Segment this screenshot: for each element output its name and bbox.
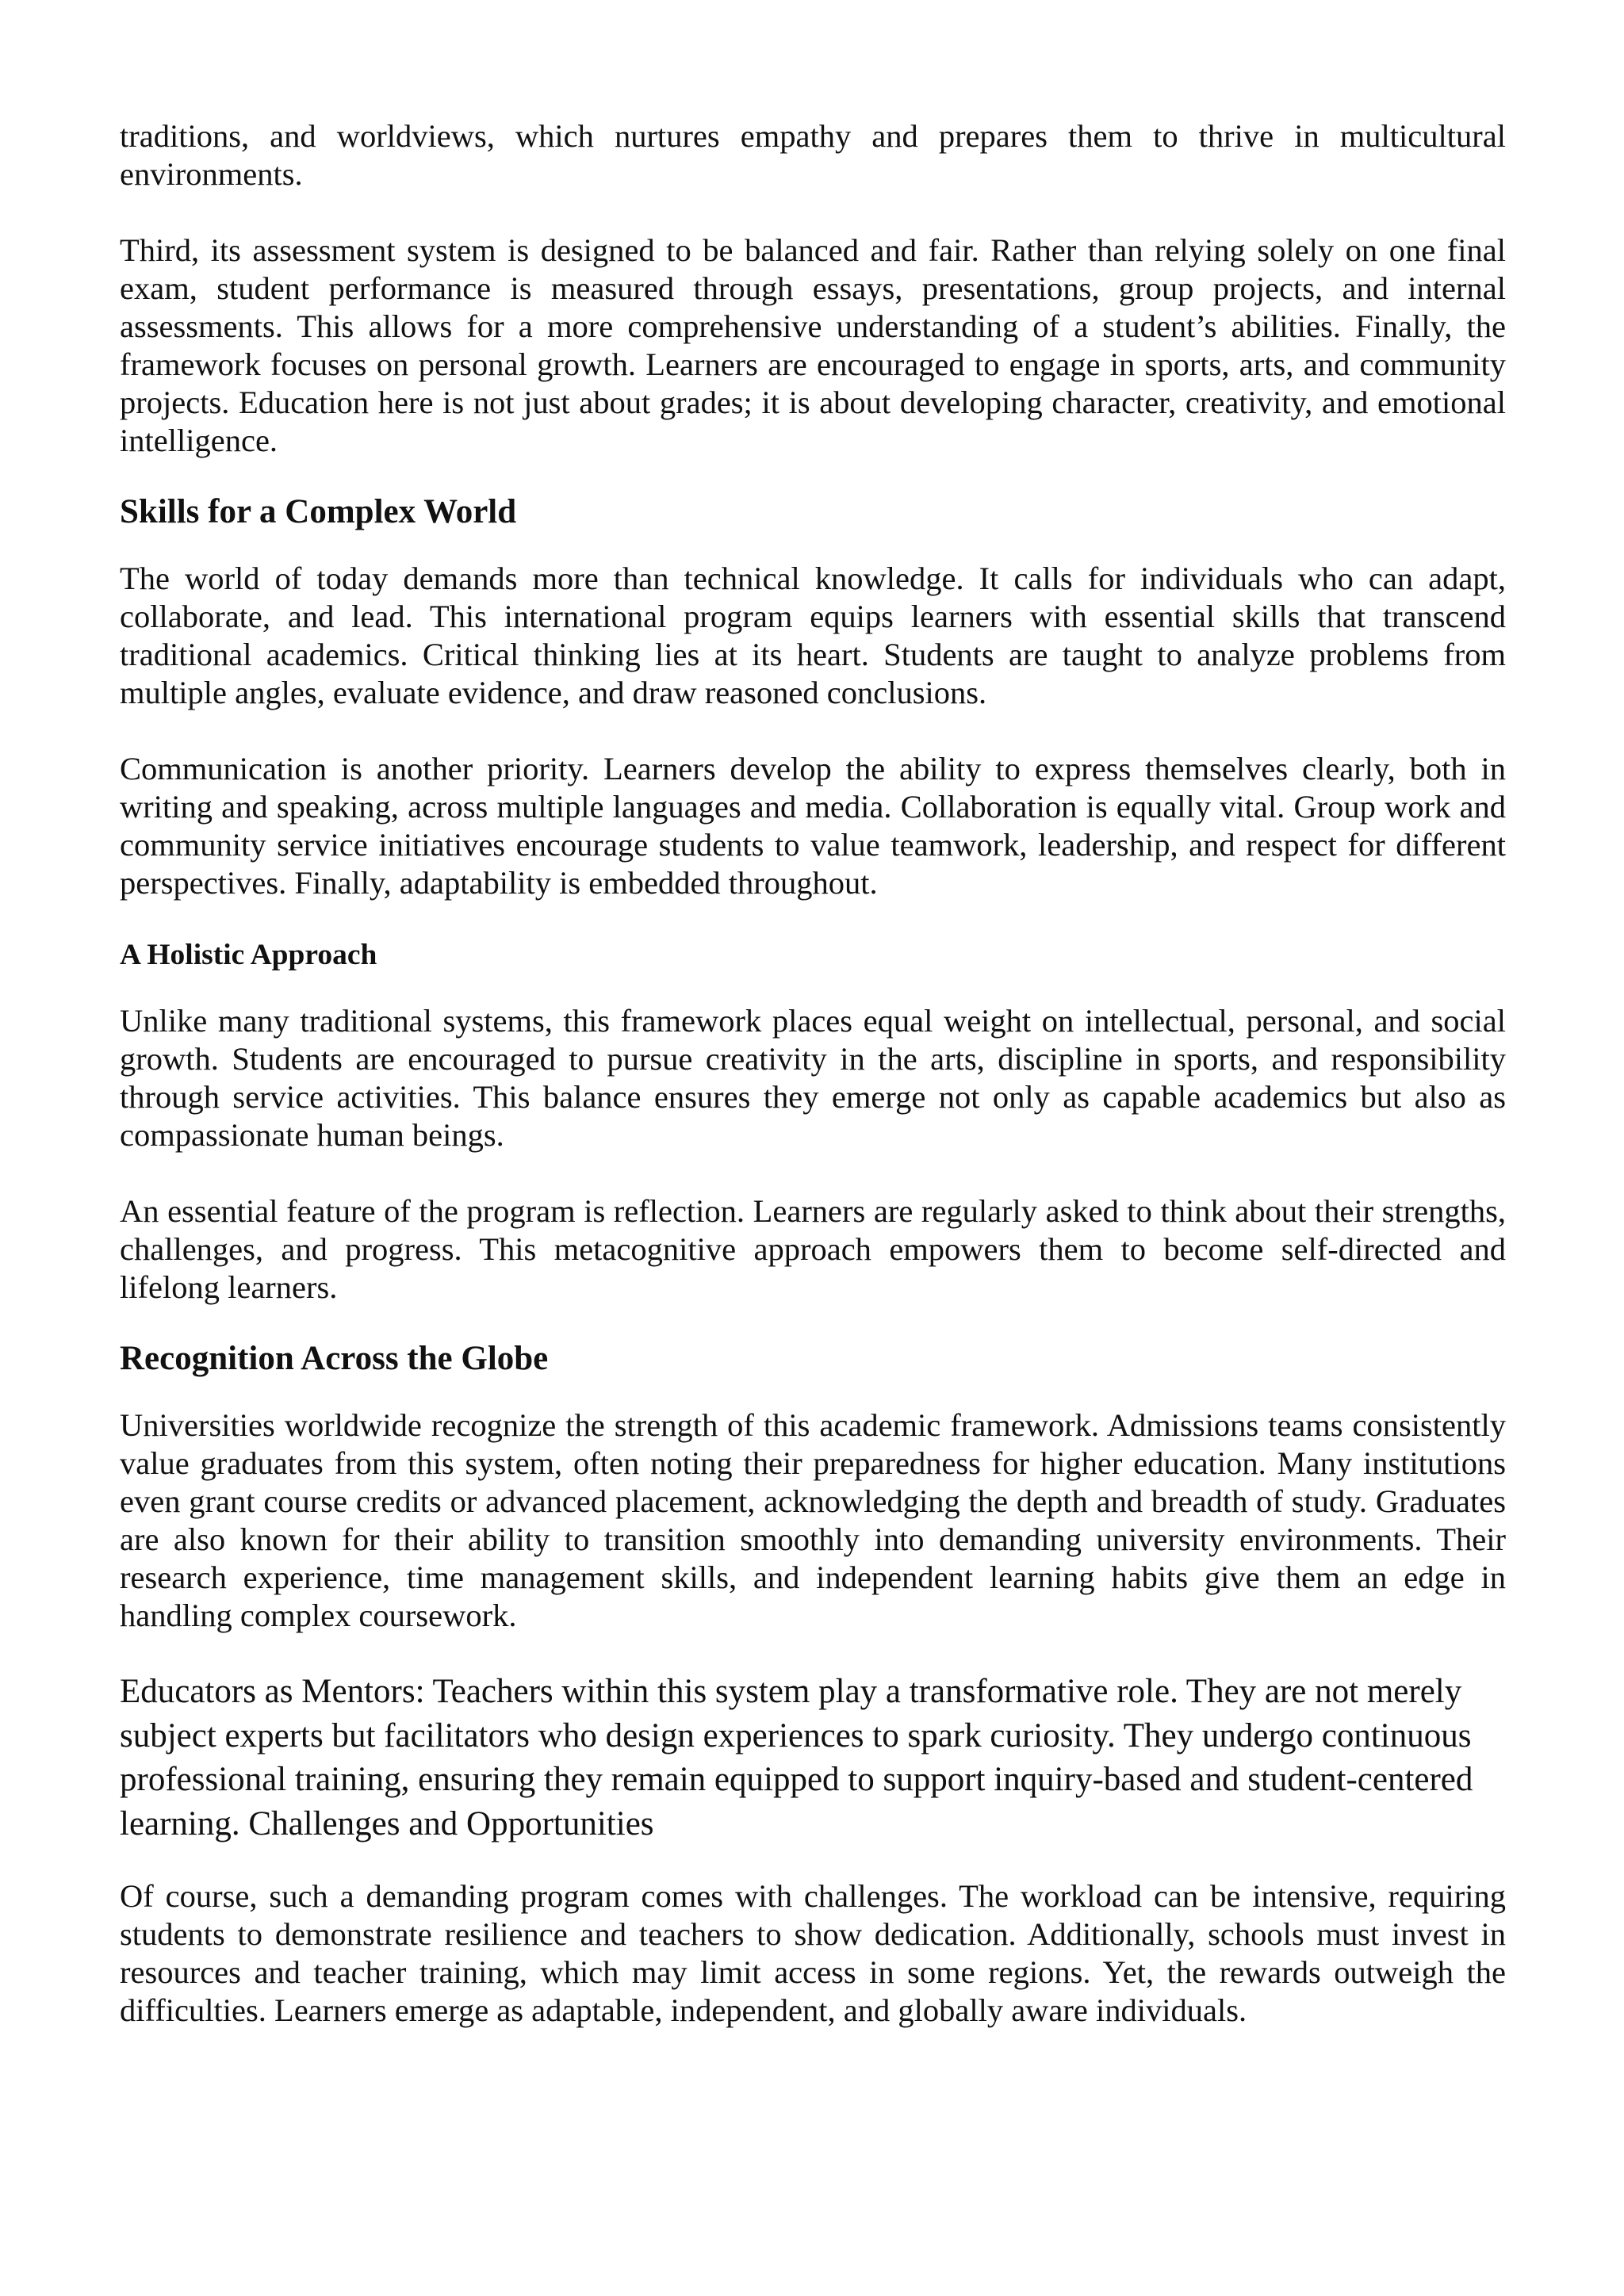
document-page xyxy=(120,117,1506,2030)
paragraph-reflection: An essential feature of the program is reflection. Learners are regularly asked to think about their strengths, challenges, and progress. This metacognitive approach empowers them to become self-directed and lifelong learners. xyxy=(120,1193,1506,1305)
paragraph-assessment: Third, its assessment system is designed to be balanced and fair. Rather than relying solely on one final exam, student performance is measured through essays, presentations, group projects, and internal assessments. This allows for a more comprehensive understanding of a student’s abilities. Finally, the framework focuses on personal growth. Learners are encouraged to engage in sports, arts, and community projects. Education here is not just about grades; it is about developing character, creativity, and emotional intelligence. xyxy=(120,232,1506,458)
heading-recognition: Recognition Across the Globe xyxy=(120,1340,549,1377)
paragraph-communication: Communication is another priority. Learners develop the ability to express themselves clearly, both in writing and speaking, across multiple languages and media. Collaboration is equally vital. Group work and community service initiatives encourage students to value teamwork, leadership, and respect for different perspectives. Finally, adaptability is embedded throughout. xyxy=(120,751,1506,901)
paragraph-holistic: Unlike many traditional systems, this framework places equal weight on intellectual, personal, and social growth. Students are encouraged to pursue creativity in the arts, discipline in sports, and responsibility through service activities. This balance ensures they emerge not only as capable academics but also as compassionate human beings. xyxy=(120,1003,1506,1153)
heading-holistic: A Holistic Approach xyxy=(120,939,377,971)
heading-skills: Skills for a Complex World xyxy=(120,493,517,530)
paragraph-cultures: traditions, and worldviews, which nurtures empathy and prepares them to thrive in multicultural environments. xyxy=(120,118,1506,192)
paragraph-skills: The world of today demands more than technical knowledge. It calls for individuals who can adapt, collaborate, and lead. This international program equips learners with essential skills that transcend traditional academics. Critical thinking lies at its heart. Students are taught to analyze problems from multiple angles, evaluate evidence, and draw reasoned conclusions. xyxy=(120,561,1506,710)
paragraph-recognition: Universities worldwide recognize the strength of this academic framework. Admissions teams consistently value graduates from this system, often noting their preparedness for higher education. Many institutions even grant course credits or advanced placement, acknowledging the depth and breadth of study. Graduates are also known for their ability to transition smoothly into demanding university environments. Their research experience, time management skills, and independent learning habits give them an edge in handling complex coursework. xyxy=(120,1407,1506,1633)
paragraph-educators: Educators as Mentors: Teachers within this system play a transformative role. They are not merely subject experts but facilitators who design experiences to spark curiosity. They undergo continuous professional training, ensuring they remain equipped to support inquiry-based and student-centered learning. Challenges and Opportunities xyxy=(120,1673,1473,1843)
paragraph-challenges: Of course, such a demanding program comes with challenges. The workload can be intensive, requiring students to demonstrate resilience and teachers to show dedication. Additionally, schools must invest in resources and teacher training, which may limit access in some regions. Yet, the rewards outweigh the difficulties. Learners emerge as adaptable, independent, and globally aware individuals. xyxy=(120,1878,1506,2028)
